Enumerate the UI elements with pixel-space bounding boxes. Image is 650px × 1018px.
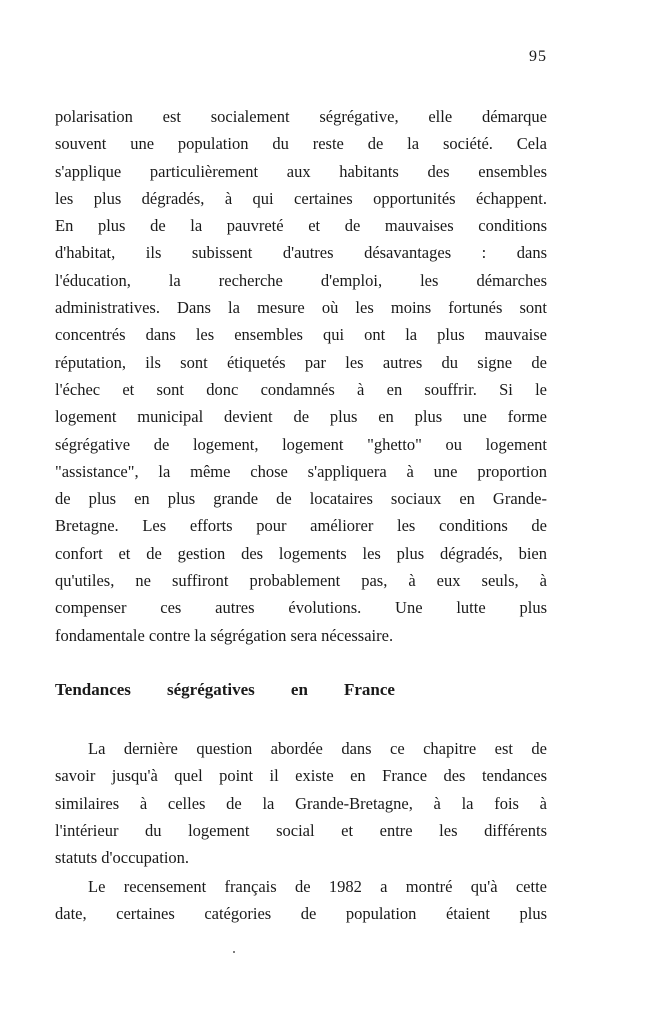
text-line: date, certaines catégories de population étaient plus <box>55 904 547 924</box>
text-line: de plus en plus grande de locataires sociaux en Grande- <box>55 489 547 509</box>
text-line: La dernière question abordée dans ce chapitre est de <box>88 739 547 758</box>
text-line: logement municipal devient de plus en plus une forme <box>55 407 547 427</box>
paragraph-2 <box>55 735 547 871</box>
heading-word: en <box>290 680 308 699</box>
heading-word: Tendances <box>55 680 131 699</box>
scan-speck <box>233 951 235 953</box>
text-line: statuts d'occupation. <box>55 848 190 868</box>
section-heading <box>55 680 395 700</box>
text-line: concentrés dans les ensembles qui ont la plus mauvaise <box>55 325 547 345</box>
text-line: l'intérieur du logement social et entre les différents <box>55 820 547 840</box>
heading-word: France <box>344 680 395 699</box>
text-line: similaires à celles de la Grande-Bretagne, à la fois à <box>55 793 547 813</box>
paragraph-3 <box>55 873 547 928</box>
text-line: administratives. Dans la mesure où les moins fortunés sont <box>55 298 547 318</box>
text-line: Le recensement français de 1982 a montré qu'à cette <box>88 877 547 896</box>
text-line: s'applique particulièrement aux habitants des ensembles <box>55 161 547 181</box>
text-line: compenser ces autres évolutions. Une lutte plus <box>55 598 547 618</box>
text-line: l'échec et sont donc condamnés à en souffrir. Si le <box>55 379 547 399</box>
text-line: fondamentale contre la ségrégation sera nécessaire. <box>55 625 394 645</box>
text-line: savoir jusqu'à quel point il existe en France des tendances <box>55 766 547 786</box>
text-line: l'éducation, la recherche d'emploi, les démarches <box>55 270 547 290</box>
text-line: d'habitat, ils subissent d'autres désavantages : dans <box>55 243 547 263</box>
text-line: "assistance", la même chose s'appliquera à une proportion <box>55 461 547 481</box>
paragraph-1 <box>55 103 547 649</box>
text-line: polarisation est socialement ségrégative, elle démarque <box>55 107 547 126</box>
text-line: qu'utiles, ne suffiront probablement pas, à eux seuls, à <box>55 571 547 591</box>
heading-word: ségrégatives <box>167 680 255 699</box>
page-number: 95 <box>529 48 547 65</box>
text-line: Bretagne. Les efforts pour améliorer les conditions de <box>55 516 547 536</box>
text-line: confort et de gestion des logements les plus dégradés, bien <box>55 543 547 563</box>
text-line: En plus de la pauvreté et de mauvaises conditions <box>55 216 547 236</box>
text-line: souvent une population du reste de la société. Cela <box>55 134 547 154</box>
text-line: réputation, ils sont étiquetés par les autres du signe de <box>55 352 547 372</box>
text-line: ségrégative de logement, logement "ghetto" ou logement <box>55 434 547 454</box>
text-line: les plus dégradés, à qui certaines opportunités échappent. <box>55 188 547 208</box>
